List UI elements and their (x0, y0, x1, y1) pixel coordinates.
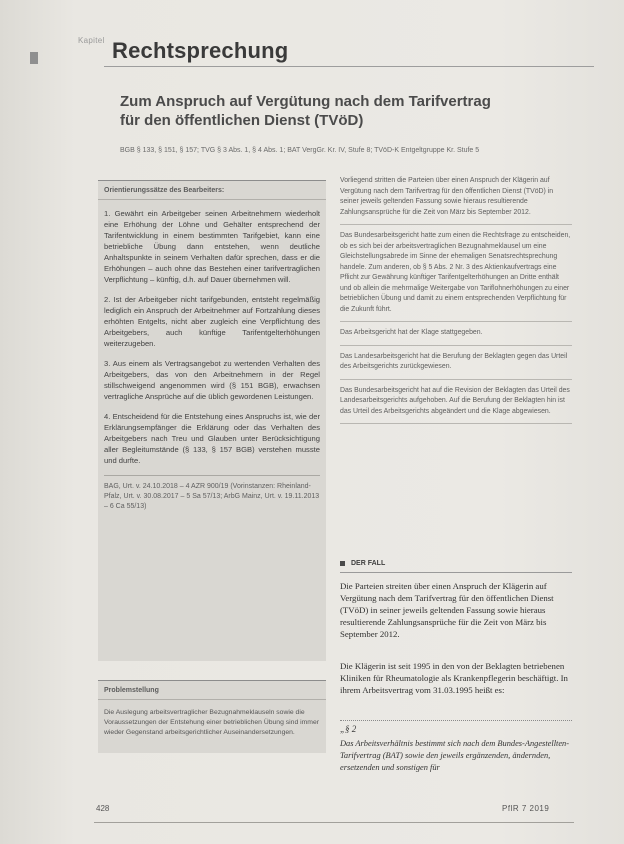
fall-paragraph-1: Die Parteien streiten über einen Anspruch der Klägerin auf Vergütung nach dem Tarifvertrag für den öffentlichen Dienst (TVöD) in seiner jeweils geltenden Fassung sowie hieraus resultierende Zahlungsansprüche für die Zeit von März bis September 2012. (340, 581, 554, 639)
orientation-heading: Orientierungssätze des Bearbeiters: (98, 181, 326, 200)
orientation-box (98, 180, 326, 661)
page-header (78, 30, 105, 48)
summary-block-4: Das Landesarbeitsgericht hat die Berufung der Beklagten gegen das Urteil des Arbeitsgerichts zurückgewiesen. (340, 352, 572, 380)
fall-heading: DER FALL (340, 560, 385, 567)
summary-block-2: Das Bundesarbeitsgericht hatte zum einen die Rechtsfrage zu entscheiden, ob es sich bei der arbeitsvertraglichen Bezugnahmeklausel um eine Gleichstellungsabrede im Sinne der ehemaligen Senatsrechtsprechung handele. Zum anderen, ob § 5 Abs. 2 Nr. 3 des Aktienkaufvertrags eine Pflicht zur Gewährung künftiger Tarifentgelterhöhungen an Dritte enthält und ob allein die mehrmalige Weitergabe von Tariflohnerhöhungen zu einer betrieblichen Übung und damit zu einem entsprechenden Verpflichtung für die Zukunft führt. (340, 231, 572, 322)
chapter-kicker: Kapitel (78, 36, 105, 45)
orientation-point-4: 4. Entscheidend für die Entstehung eines Anspruchs ist, wie der Erklärungsempfänger die Erklärung oder das Verhalten des Arbeitgebers nach Treu und Glauben unter Berücksichtigung aller Begleitumstände (§ 133, § 157 BGB) verstehen musste und durfte. (104, 412, 320, 465)
problem-heading: Problemstellung (98, 681, 326, 700)
square-bullet-icon (340, 561, 345, 566)
quote-section-label: „§ 2 (340, 720, 572, 734)
journal-reference: PflR 7 2019 (502, 804, 550, 813)
section-marker (30, 52, 38, 64)
summary-column (340, 176, 572, 430)
summary-block-5: Das Bundesarbeitsgericht hat auf die Revision der Beklagten das Urteil des Landesarbeitsgerichts aufgehoben. Auf die Berufung der Beklagten hin ist das Urteil des Arbeitsgerichts abgeändert und die Klage abgewiesen. (340, 386, 572, 425)
article-title-line-1: Zum Anspruch auf Vergütung nach dem Tarifvertrag (120, 93, 491, 110)
summary-block-3: Das Arbeitsgericht hat der Klage stattgegeben. (340, 328, 572, 346)
orientation-point-2: 2. Ist der Arbeitgeber nicht tarifgebunden, entsteht regelmäßig lediglich ein Anspruch der Arbeitnehmer auf Fortzahlung dieses erhöhten Entgelts, nicht aber zugleich eine Verpflichtung des Arbeitgebers, auch künftige Tarifentgelterhöhungen weiterzugeben. (104, 295, 320, 348)
footer-rule (94, 822, 574, 823)
orientation-point-3: 3. Aus einem als Vertragsangebot zu wertenden Verhalten des Arbeitgebers, das von den Arbeitnehmern in der Regel stillschweigend angenommen wird (§ 151 BGB), erwachsen vertragliche Ansprüche auf die üblich gewordenen Leistungen. (104, 359, 320, 401)
article-title-line-2: für den öffentlichen Dienst (TVöD) (120, 112, 364, 129)
section-rule (104, 66, 594, 67)
orientation-body (98, 200, 326, 512)
article-title (120, 92, 580, 130)
problem-box (98, 680, 326, 753)
contract-quote: Das Arbeitsverhältnis bestimmt sich nach dem Bundes-Angestellten-Tarifvertrag (BAT) sowie den jeweils ergänzenden, ändernden, ersetzenden und sonstigen für (340, 739, 570, 772)
case-citation: BAG, Urt. v. 24.10.2018 – 4 AZR 900/19 (Vorinstanzen: Rheinland-Pfalz, Urt. v. 30.08.2017 – 5 Sa 57/13; ArbG Mainz, Urt. v. 19.11.2013 – 6 Ca 55/13) (104, 475, 320, 512)
summary-block-1: Vorliegend stritten die Parteien über einen Anspruch der Klägerin auf Vergütung nach dem Tarifvertrag für den öffentlichen Dienst (TVöD) in seiner jeweils geltenden Fassung sowie hieraus resultierende Zahlungsansprüche für die Zeit von März bis September 2012. (340, 176, 572, 225)
norms-line: BGB § 133, § 151, § 157; TVG § 3 Abs. 1, § 4 Abs. 1; BAT VergGr. Kr. IV, Stufe 8; TVöD-K Entgeltgruppe Kr. Stufe 5 (120, 147, 480, 154)
problem-text: Die Auslegung arbeitsvertraglicher Bezugnahmeklauseln sowie die Voraussetzungen der Entstehung einer betrieblichen Übung sind immer wieder Gegenstand arbeitsgerichtlicher Auseinandersetzungen. (104, 709, 319, 736)
fall-rule (340, 572, 572, 573)
section-title: Rechtsprechung (112, 38, 289, 63)
fall-paragraph-2: Die Klägerin ist seit 1995 in den von der Beklagten betriebenen Kliniken für Rheumatologie als Krankenpflegerin beschäftigt. In ihrem Arbeitsvertrag vom 31.03.1995 heißt es: (340, 661, 568, 695)
page-number: 428 (96, 804, 110, 813)
orientation-point-1: 1. Gewährt ein Arbeitgeber seinen Arbeitnehmern wiederholt eine Erhöhung der Löhne und Gehälter entsprechend der Tarifentwicklung in einem bestimmten Tarifgebiet, kann eine betriebliche Übung dann entstehen, wenn deutliche Anhaltspunkte in seinem Verhalten dafür sprechen, dass er die Erhöhungen – auch ohne das Bestehen einer tarifvertraglichen Verpflichtung – künftig, d.h. auf Dauer übernehmen will. (104, 209, 320, 284)
